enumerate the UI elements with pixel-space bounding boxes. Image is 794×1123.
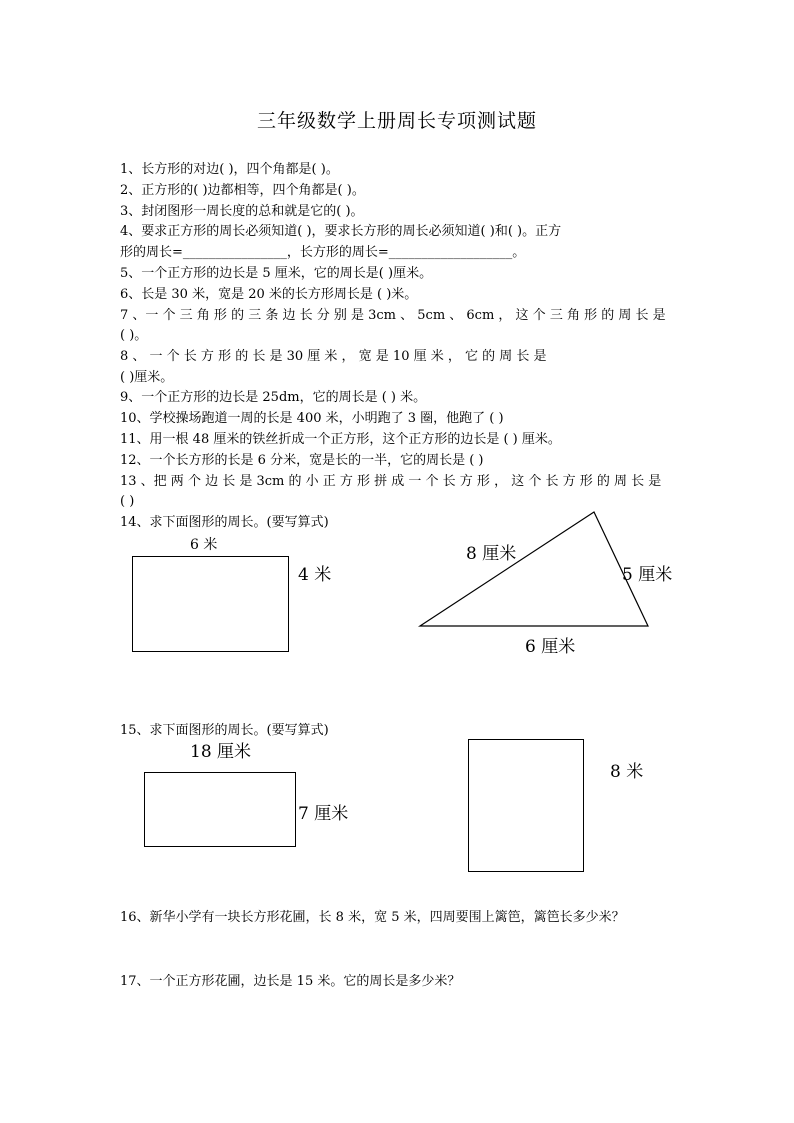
fig14-tri-bottom-label: 6 厘米 <box>525 637 576 657</box>
question-4: 4、要求正方形的周长必须知道( )，要求长方形的周长必须知道( )和( )。正方 <box>120 224 562 239</box>
question-17: 17、一个正方形花圃，边长是 15 米。它的周长是多少米？ <box>120 974 461 989</box>
question-7: 7 、一 个 三 角 形 的 三 条 边 长 分 别 是 3cm 、 5cm 、 6cm ， 这 个 三 角 形 的 周 长 是 <box>120 308 666 323</box>
question-12: 12、一个长方形的长是 6 分米，宽是长的一半，它的周长是 ( ) <box>120 453 484 468</box>
question-9: 9、一个正方形的边长是 25dm，它的周长是 ( ) 米。 <box>120 390 427 405</box>
question-3: 3、封闭图形一周长度的总和就是它的( )。 <box>120 204 364 219</box>
fig15-rectangle <box>144 772 296 847</box>
question-8-cont: ( )厘米。 <box>120 370 174 385</box>
question-16: 16、新华小学有一块长方形花圃，长 8 米，宽 5 米，四周要围上篱笆，篱笆长多少米？ <box>120 910 625 925</box>
question-11: 11、用一根 48 厘米的铁丝折成一个正方形，这个正方形的边长是 ( ) 厘米。 <box>120 432 561 447</box>
question-6: 6、长是 30 米，宽是 20 米的长方形周长是 ( )米。 <box>120 287 418 302</box>
fig15-rectangle-2 <box>468 739 584 872</box>
question-7-cont: ( )。 <box>120 328 148 343</box>
question-2: 2、正方形的( )边都相等，四个角都是( )。 <box>120 183 365 198</box>
question-8: 8 、 一 个 长 方 形 的 长 是 30 厘 米 ， 宽 是 10 厘 米 ， 它 的 周 长 是 <box>120 349 547 364</box>
fig15-rect-height-label: 7 厘米 <box>298 804 349 824</box>
question-10: 10、学校操场跑道一周的长是 400 米，小明跑了 3 圈，他跑了 ( ) <box>120 411 504 426</box>
fig14-rect-width-label: 6 米 <box>190 537 218 553</box>
question-13: 13 、把 两 个 边 长 是 3cm 的 小 正 方 形 拼 成 一 个 长 方 形 ， 这 个 长 方 形 的 周 长 是 <box>120 474 662 489</box>
question-4-cont: 形的周长=________________，长方形的周长=___________________。 <box>120 245 526 260</box>
question-15: 15、求下面图形的周长。(要写算式) <box>120 723 329 738</box>
page-title: 三年级数学上册周长专项测试题 <box>256 110 537 132</box>
question-1: 1、长方形的对边( )，四个角都是( )。 <box>120 162 339 177</box>
question-14: 14、求下面图形的周长。(要写算式) <box>120 515 329 530</box>
fig14-tri-right-label: 5 厘米 <box>622 565 673 585</box>
fig15-rect-width-label: 18 厘米 <box>190 742 252 762</box>
fig14-rect-height-label: 4 米 <box>298 565 332 585</box>
question-5: 5、一个正方形的边长是 5 厘米，它的周长是( )厘米。 <box>120 266 433 281</box>
fig15-rect2-label: 8 米 <box>610 762 644 782</box>
fig14-tri-left-label: 8 厘米 <box>466 544 517 564</box>
question-13-cont: ( ) <box>120 494 135 509</box>
